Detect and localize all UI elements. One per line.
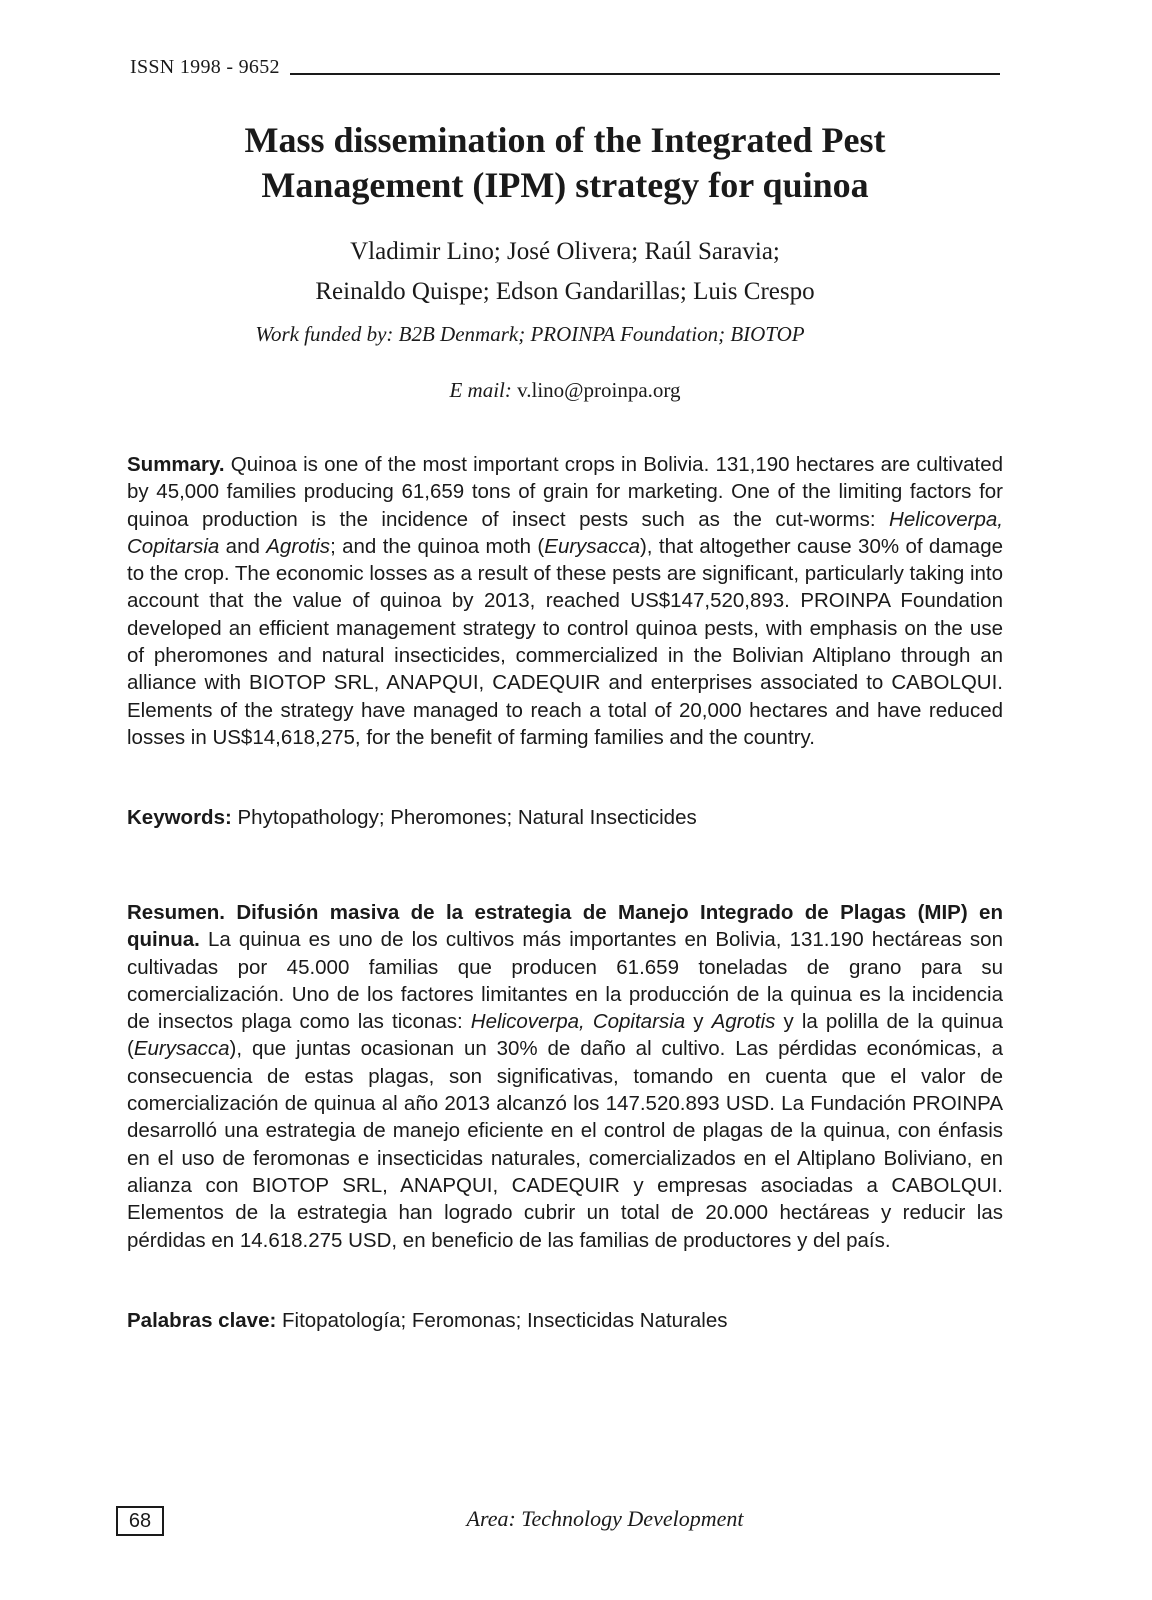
authors-line-2: Reinaldo Quispe; Edson Gandarillas; Luis Crespo (315, 278, 815, 305)
header-rule (290, 73, 1000, 75)
summary-text-1: Quinoa is one of the most important crops in Bolivia. 131,190 hectares are cultivated by 45,000 families producing 61,659 tons of grain for marketing. One of the limiting factors for quinoa production is the incidence of insect pests such as the cut-worms: (127, 453, 1003, 531)
resumen-text-1: La quinua es uno de los cultivos más importantes en Bolivia, 131.190 hectáreas son cultivadas por 45.000 familias que producen 61.659 toneladas de grano para su comercialización. Uno de los factores limitantes en la producción de la quinua es la incidencia de insectos plaga como las ticonas: (127, 928, 1003, 1034)
palabras-clave-line (127, 1307, 1003, 1334)
resumen-species-1: Helicoverpa, Copitarsia (470, 1010, 686, 1034)
palabras-clave-section (127, 1307, 1003, 1334)
summary-section (127, 451, 1003, 751)
resumen-text-3: y la polilla de la quinua ( (127, 1010, 1003, 1061)
summary-text-4: ), that altogether cause 30% of damage to the crop. The economic losses as a result of these pests are significant, particularly taking into account that the value of quinoa by 2013, reached US$147,520,893. PROINPA Foundation developed an efficient management strategy to control quinoa pests, with emphasis on the use of pheromones and natural insecticides, commercialized in the Bolivian Altiplano through an alliance with BIOTOP SRL, ANAPQUI, CADEQUIR and enterprises associated to CABOLQUI. Elements of the strategy have managed to reach a total of 20,000 hectares and have reduced losses in US$14,618,275, for the benefit of farming families and the country. (127, 534, 1003, 749)
summary-paragraph (127, 451, 1003, 751)
resumen-text-4: ), que juntas ocasionan un 30% de daño al cultivo. Las pérdidas económicas, a consecuencia de estas plagas, son significativas, tomando en cuenta que el valor de comercialización de quinua al año 2013 alcanzó los 147.520.893 USD. La Fundación PROINPA desarrolló una estrategia de manejo eficiente en el control de plagas de la quinua, con énfasis en el uso de feromonas e insecticidas naturales, comercializados en el Altiplano Boliviano, en alianza con BIOTOP SRL, ANAPQUI, CADEQUIR y empresas asociadas a CABOLQUI. Elementos de la estrategia han logrado cubrir un total de 20.000 hectáreas y reducir las pérdidas en 14.618.275 USD, en beneficio de las familias de productores y del país. (127, 1037, 1003, 1252)
summary-species-2: Agrotis (266, 534, 331, 558)
summary-species-1: Helicoverpa, Copitarsia (127, 507, 1003, 558)
page-number: 68 (116, 1506, 164, 1536)
article-title (130, 118, 1000, 208)
keywords-section (127, 804, 1003, 831)
issn-label: ISSN 1998 - 9652 (130, 56, 280, 78)
keywords-value: Phytopathology; Pheromones; Natural Insecticides (231, 806, 697, 829)
keywords-label: Keywords: (127, 806, 232, 829)
article-authors (130, 232, 1000, 312)
email-value[interactable]: v.lino@proinpa.org (517, 378, 681, 402)
palabras-clave-value: Fitopatología; Feromonas; Insecticidas Naturales (276, 1309, 728, 1332)
footer-area: Area: Technology Development (466, 1506, 744, 1531)
summary-text-3: ; and the quinoa moth ( (330, 534, 545, 558)
summary-species-3: Eurysacca (544, 534, 640, 558)
keywords-line (127, 804, 1003, 831)
title-line-2: Management (IPM) strategy for quinoa (261, 165, 869, 205)
email-label: E mail: (449, 378, 512, 402)
funding-statement: Work funded by: B2B Denmark; PROINPA Foundation; BIOTOP (255, 322, 805, 346)
summary-text-2: and (219, 534, 267, 558)
resumen-label: Resumen. Difusión masiva de la estrategia de Manejo Integrado de Plagas (MIP) en quinua. (127, 901, 1003, 952)
resumen-paragraph (127, 899, 1003, 1254)
journal-header (130, 56, 1000, 79)
resumen-text-2: y (685, 1010, 712, 1034)
title-line-1: Mass dissemination of the Integrated Pest (244, 120, 886, 160)
resumen-species-2: Agrotis (711, 1010, 776, 1034)
resumen-section (127, 899, 1003, 1254)
authors-line-1: Vladimir Lino; José Olivera; Raúl Saravia; (350, 238, 780, 265)
resumen-species-3: Eurysacca (133, 1037, 230, 1061)
summary-label: Summary. (127, 453, 225, 476)
palabras-clave-label: Palabras clave: (127, 1309, 277, 1332)
contact-email (130, 376, 1000, 404)
